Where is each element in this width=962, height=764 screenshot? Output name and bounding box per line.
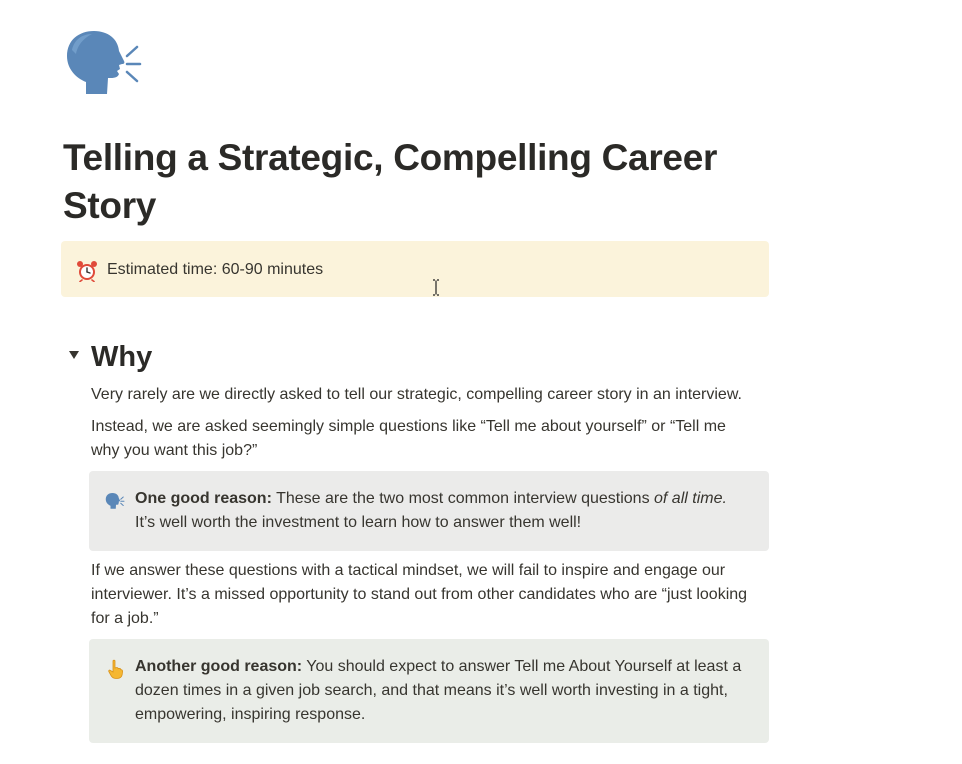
estimated-time-callout <box>61 241 769 297</box>
triangle-down-icon[interactable] <box>68 349 80 361</box>
callout-bold-label: Another good reason: <box>135 658 303 675</box>
why-paragraph-1: Very rarely are we directly asked to tell our strategic, compelling career story in an interview. <box>91 386 742 403</box>
one-good-reason-text: One good reason: These are the two most common interview questions of all time. It’s well worth the investment to learn how to answer them well! <box>135 490 727 531</box>
page-title: Telling a Strategic, Compelling Career Story <box>63 137 718 226</box>
callout-bold-label: One good reason: <box>135 490 272 507</box>
one-good-reason-callout <box>89 471 769 551</box>
text-cursor-icon <box>430 279 442 296</box>
why-paragraph-2: Instead, we are asked seemingly simple questions like “Tell me about yourself” or “Tell me why you want this job?” <box>91 418 726 459</box>
speaking-head-icon <box>64 28 144 98</box>
estimated-time-text: Estimated time: 60-90 minutes <box>107 261 324 278</box>
pointing-up-hand-icon <box>105 659 125 679</box>
another-good-reason-callout <box>89 639 769 743</box>
speaking-head-icon <box>105 491 125 511</box>
another-good-reason-text: Another good reason: You should expect to answer Tell me About Yourself at least a dozen times in a given job search, and that means it’s well worth investing in a tight, empowering, inspiring response. <box>135 658 742 723</box>
why-heading[interactable]: Why <box>91 341 153 373</box>
alarm-clock-icon <box>76 260 98 282</box>
why-paragraph-3: If we answer these questions with a tactical mindset, we will fail to inspire and engage our interviewer. It’s a missed opportunity to stand out from other candidates who are “just looking for a job.” <box>91 562 748 627</box>
